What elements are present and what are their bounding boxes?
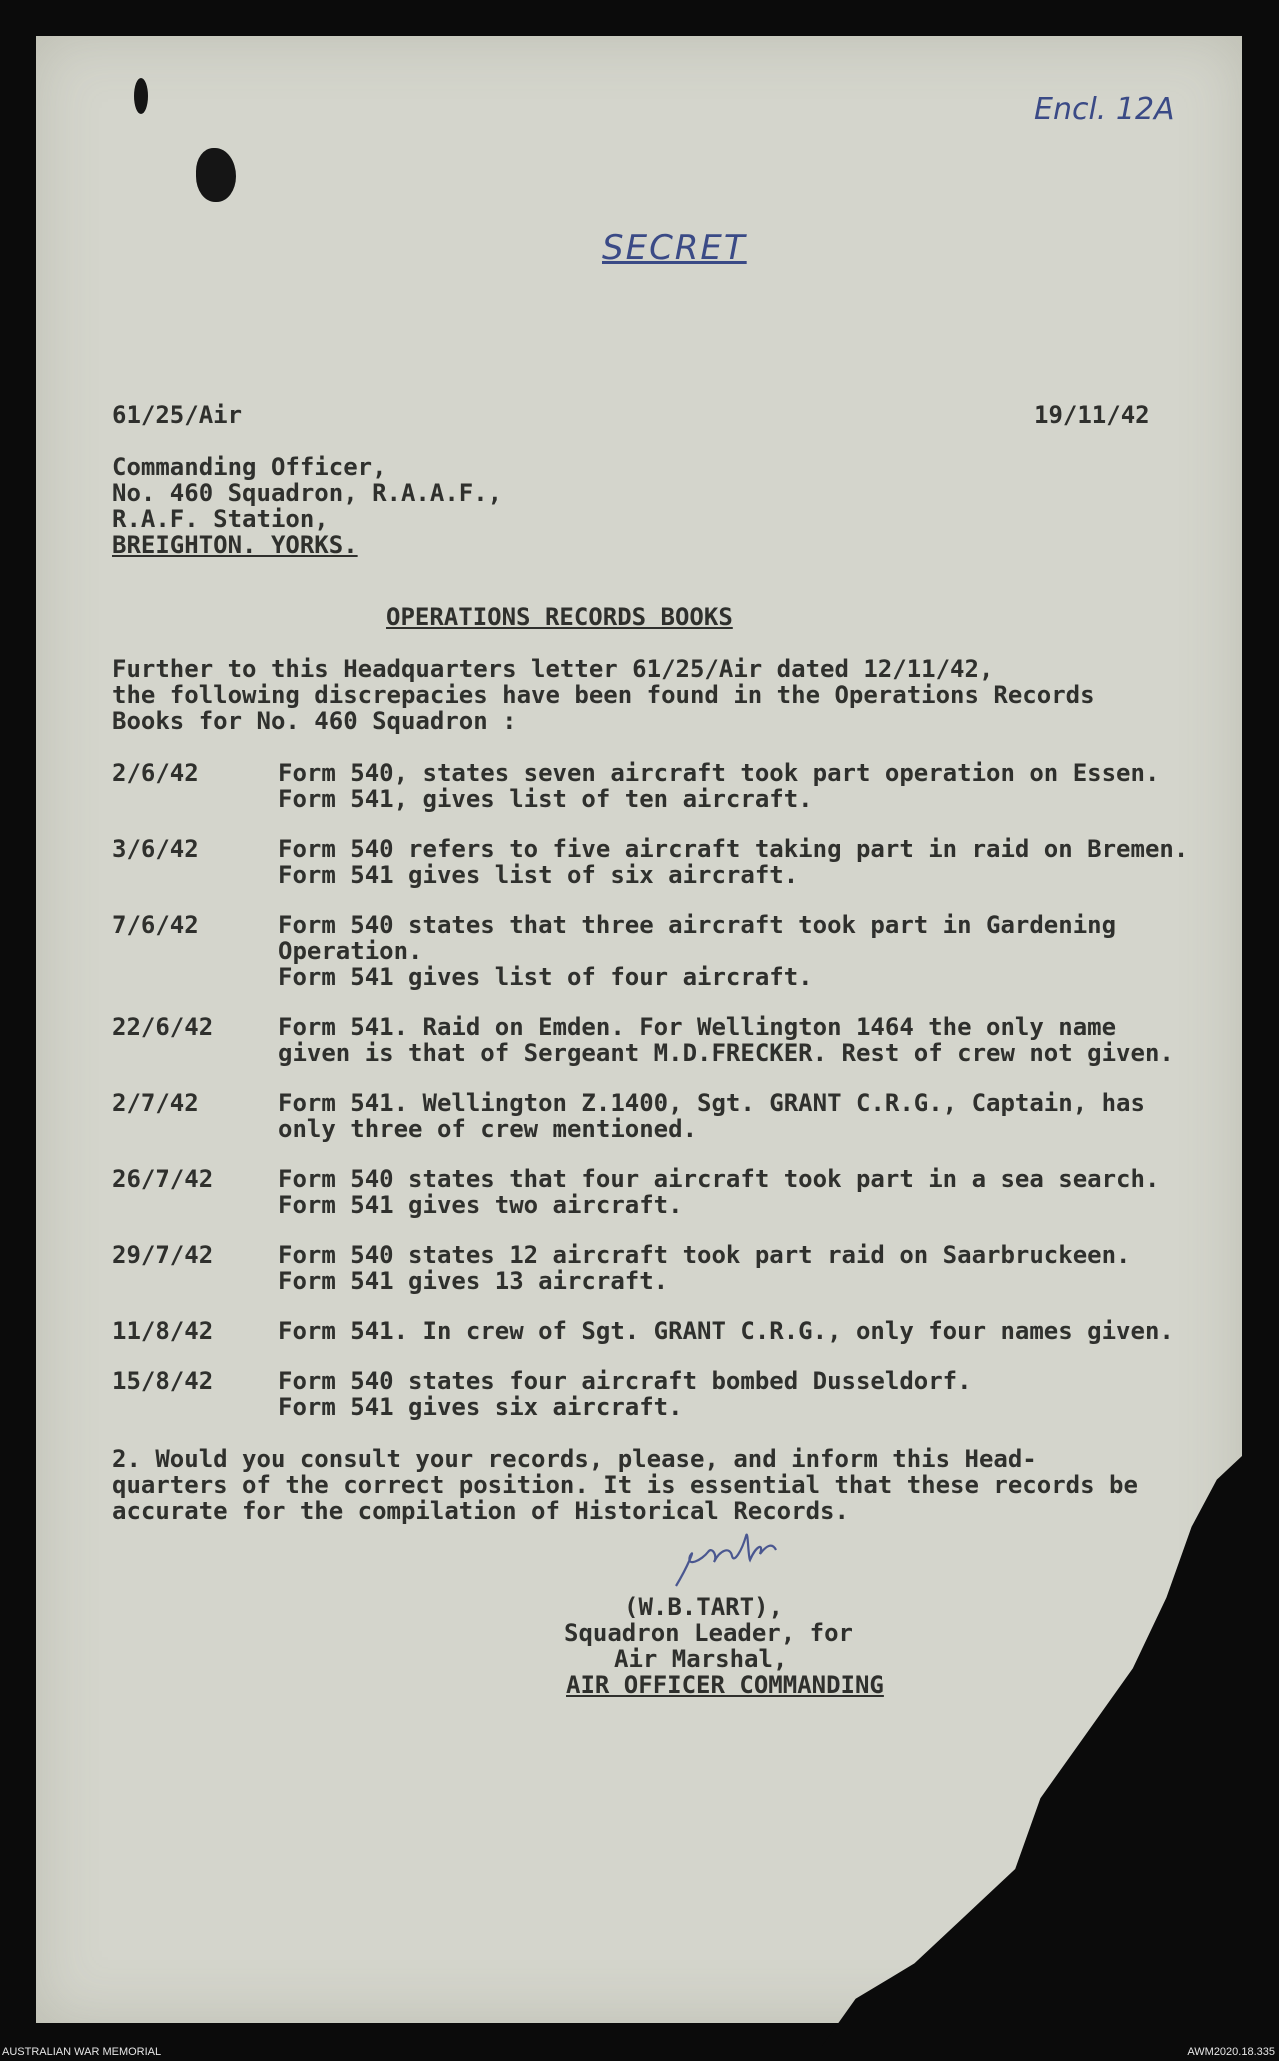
addressee-line: BREIGHTON. YORKS. [112, 531, 358, 559]
signatory-name: (W.B.TART), [624, 1593, 783, 1621]
entry-line: Form 541 gives six aircraft. [278, 1393, 683, 1421]
entry-date: 3/6/42 [112, 835, 199, 863]
entry-line: Form 540 states 12 aircraft took part raid on Saarbruckeen. [278, 1241, 1131, 1269]
entry-line: Form 540 states four aircraft bombed Dusseldorf. [278, 1367, 972, 1395]
entry-line: Form 540 states that three aircraft took part in Gardening [278, 911, 1117, 939]
entry-date: 7/6/42 [112, 911, 199, 939]
closing-line: accurate for the compilation of Historical Records. [112, 1497, 849, 1525]
document-page [36, 36, 1242, 2023]
signatory-for: Air Marshal, [614, 1645, 788, 1673]
intro-line: Books for No. 460 Squadron : [112, 707, 517, 735]
intro-line: the following discrepacies have been found in the Operations Records [112, 681, 1095, 709]
closing-line: 2. Would you consult your records, please, and inform this Head- [112, 1445, 1037, 1473]
entry-date: 2/6/42 [112, 759, 199, 787]
entry-line: Form 541 gives two aircraft. [278, 1191, 683, 1219]
signatory-rank: Squadron Leader, for [564, 1619, 853, 1647]
punch-hole-bottom [196, 148, 236, 202]
reference-number: 61/25/Air [112, 401, 243, 429]
footer-institution: AUSTRALIAN WAR MEMORIAL [2, 2046, 162, 2058]
intro-line: Further to this Headquarters letter 61/25/Air dated 12/11/42, [112, 655, 994, 683]
entry-date: 2/7/42 [112, 1089, 199, 1117]
entry-line: Form 541. Raid on Emden. For Wellington 1464 the only name [278, 1013, 1117, 1041]
punch-hole-top [134, 78, 148, 114]
enclosure-note: Encl. 12A [1034, 92, 1175, 127]
letter-date: 19/11/42 [1034, 401, 1150, 429]
signatory-title: AIR OFFICER COMMANDING [566, 1671, 884, 1699]
entry-line: Form 541. In crew of Sgt. GRANT C.R.G., only four names given. [278, 1317, 1174, 1345]
footer-accession: AWM2020.18.335 [1187, 2046, 1275, 2058]
addressee-line: Commanding Officer, [112, 453, 387, 481]
entry-line: Form 540 refers to five aircraft taking part in raid on Bremen. [278, 835, 1189, 863]
entry-line: Form 540 states that four aircraft took part in a sea search. [278, 1165, 1160, 1193]
entry-date: 29/7/42 [112, 1241, 214, 1269]
entry-date: 15/8/42 [112, 1367, 214, 1395]
entry-line: Form 541 gives list of four aircraft. [278, 963, 813, 991]
addressee-line: No. 460 Squadron, R.A.A.F., [112, 479, 503, 507]
entry-line: Operation. [278, 937, 423, 965]
entry-line: Form 541 gives 13 aircraft. [278, 1267, 669, 1295]
entry-date: 22/6/42 [112, 1013, 214, 1041]
entry-line: Form 541. Wellington Z.1400, Sgt. GRANT C.R.G., Captain, has [278, 1089, 1145, 1117]
entry-date: 26/7/42 [112, 1165, 214, 1193]
subject-heading: OPERATIONS RECORDS BOOKS [386, 603, 733, 631]
entry-line: only three of crew mentioned. [278, 1115, 698, 1143]
entry-line: Form 541, gives list of ten aircraft. [278, 785, 813, 813]
torn-corner [822, 1456, 1242, 2046]
secret-stamp: SECRET [602, 228, 747, 268]
entry-line: Form 540, states seven aircraft took part operation on Essen. [278, 759, 1160, 787]
handwritten-signature [668, 1516, 808, 1596]
closing-line: quarters of the correct position. It is essential that these records be [112, 1471, 1138, 1499]
entry-date: 11/8/42 [112, 1317, 214, 1345]
entry-line: given is that of Sergeant M.D.FRECKER. Rest of crew not given. [278, 1039, 1174, 1067]
entry-line: Form 541 gives list of six aircraft. [278, 861, 799, 889]
addressee-line: R.A.F. Station, [112, 505, 329, 533]
